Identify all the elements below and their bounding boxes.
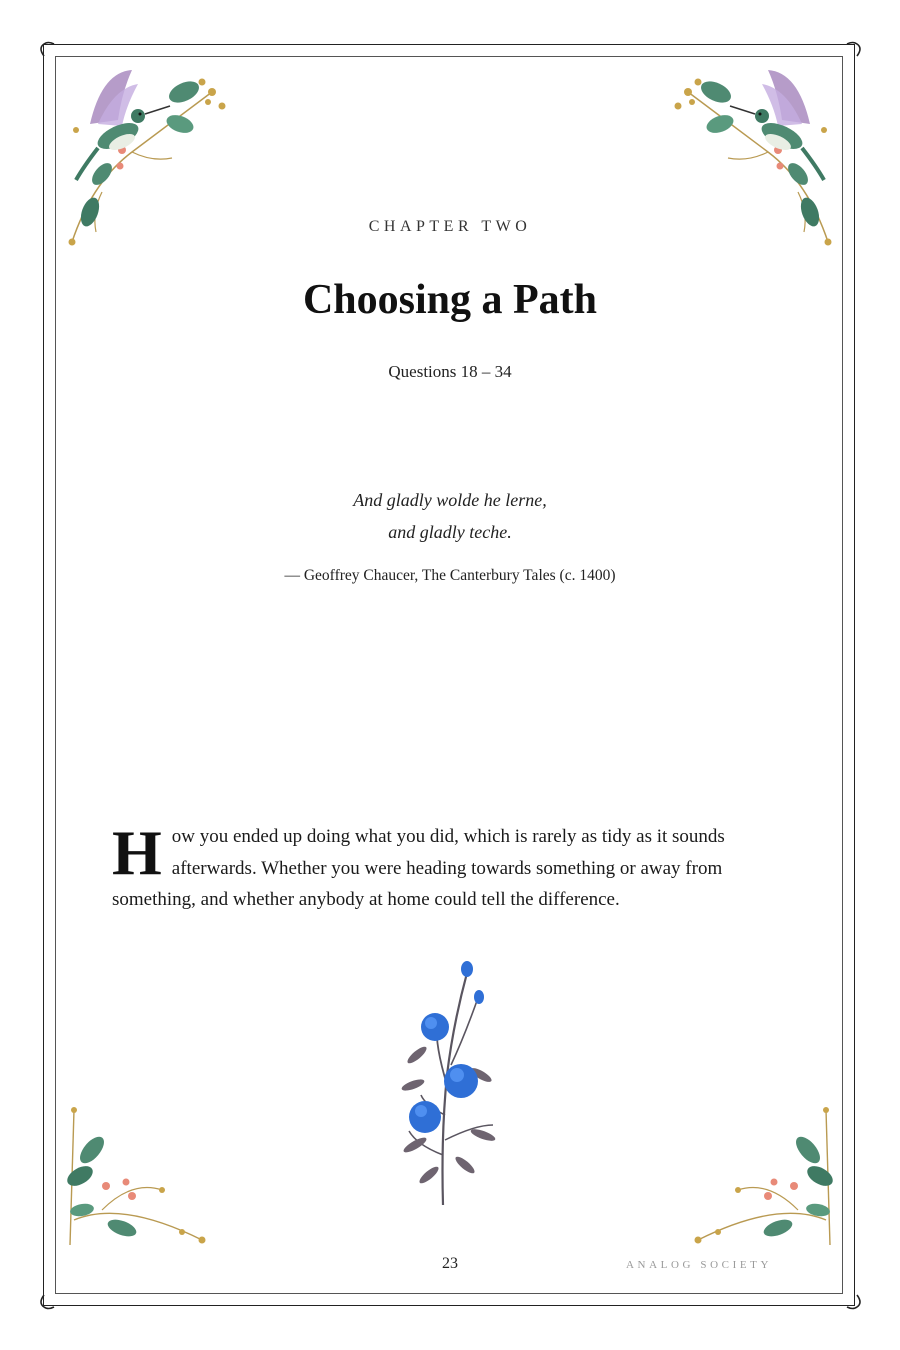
footer-brand: ANALOG SOCIETY bbox=[626, 1259, 773, 1271]
corner-ornament-top-left bbox=[36, 38, 56, 58]
corner-ornament-bottom-left bbox=[36, 1293, 56, 1313]
chapter-label: CHAPTER TWO bbox=[368, 218, 532, 235]
chapter-title: Choosing a Path bbox=[302, 277, 598, 323]
drop-cap: H bbox=[112, 817, 162, 888]
floral-sprig-bottom-right bbox=[688, 1100, 838, 1250]
corner-ornament-top-right bbox=[845, 38, 865, 58]
page-number: 23 bbox=[442, 1255, 458, 1272]
floral-sprig-bottom-left bbox=[62, 1100, 212, 1250]
epigraph-line-1: And gladly wolde he lerne, bbox=[353, 490, 547, 510]
epigraph-quote bbox=[0, 484, 900, 548]
epigraph-attribution: — Geoffrey Chaucer, The Canterbury Tales (c. 1400) bbox=[284, 567, 616, 584]
body-paragraph-text: ow you ended up doing what you did, which is rarely as tidy as it sounds afterwards. Whether you were heading towards something or away from something, and whether anybody at home could tell the difference. bbox=[112, 826, 725, 910]
corner-ornament-bottom-right bbox=[845, 1293, 865, 1313]
cornflower-illustration bbox=[395, 955, 505, 1210]
chapter-subtitle: Questions 18 – 34 bbox=[388, 362, 512, 381]
epigraph-line-2: and gladly teche. bbox=[388, 522, 512, 542]
body-paragraph bbox=[112, 817, 792, 916]
